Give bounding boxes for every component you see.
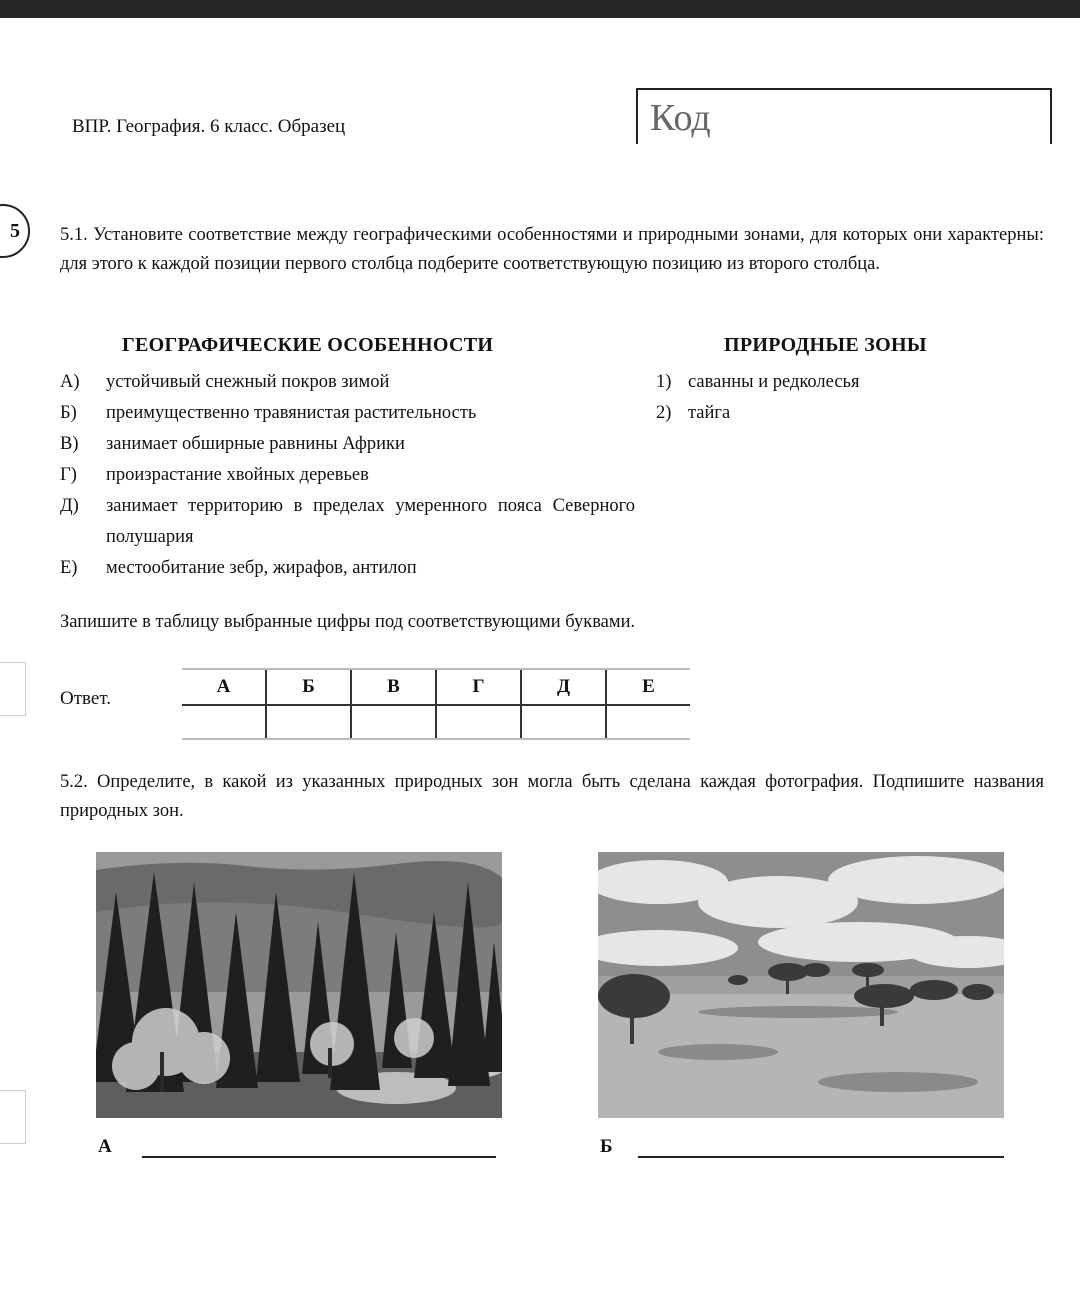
top-bar xyxy=(0,0,1080,18)
zone-number: 1) xyxy=(656,372,672,392)
feature-item xyxy=(60,460,635,491)
answer-instruction: Запишите в таблицу выбранные цифры под соответствующими буквами. xyxy=(60,612,636,632)
photo-b-caption: Б xyxy=(600,1136,613,1157)
feature-letter: Е) xyxy=(60,558,78,578)
answer-header-cell: А xyxy=(182,669,266,705)
photo-a-caption: А xyxy=(98,1136,112,1157)
photo-savanna xyxy=(598,852,1004,1118)
answer-table xyxy=(182,668,690,740)
photo-taiga xyxy=(96,852,502,1118)
feature-text: занимает обширные равнины Африки xyxy=(106,434,405,454)
code-box[interactable] xyxy=(636,88,1052,144)
answer-input-cell[interactable] xyxy=(182,705,266,739)
zone-text: тайга xyxy=(688,403,731,423)
feature-letter: А) xyxy=(60,372,80,392)
feature-item xyxy=(60,429,635,460)
answer-input-cell[interactable] xyxy=(436,705,521,739)
photo-b-answer-line[interactable] xyxy=(638,1156,1004,1158)
photo-a-answer-line[interactable] xyxy=(142,1156,496,1158)
answer-header-cell: Д xyxy=(521,669,606,705)
feature-letter: Г) xyxy=(60,465,77,485)
zone-item xyxy=(656,398,859,429)
answer-input-cell[interactable] xyxy=(266,705,351,739)
answer-input-cell[interactable] xyxy=(606,705,690,739)
feature-item xyxy=(60,553,635,584)
answer-header-cell: Б xyxy=(266,669,351,705)
features-heading: ГЕОГРАФИЧЕСКИЕ ОСОБЕННОСТИ xyxy=(122,334,494,356)
task-number-badge: 5 xyxy=(0,204,30,258)
feature-letter: Д) xyxy=(60,496,79,516)
margin-score-box xyxy=(0,1090,26,1144)
answer-header-cell: Е xyxy=(606,669,690,705)
feature-item xyxy=(60,367,635,398)
feature-letter: В) xyxy=(60,434,79,454)
feature-item xyxy=(60,398,635,429)
answer-input-cell[interactable] xyxy=(351,705,436,739)
feature-text: местообитание зебр, жирафов, антилоп xyxy=(106,558,417,578)
answer-header-cell: В xyxy=(351,669,436,705)
feature-text: устойчивый снежный покров зимой xyxy=(106,372,390,392)
code-label: Код xyxy=(650,97,711,139)
task-5-1-text: 5.1. Установите соответствие между географическими особенностями и природными зонами, для которых они характерны: для этого к каждой позиции первого столбца подберите соответствующую позицию из второго столбца. xyxy=(60,225,1044,274)
zone-text: саванны и редколесья xyxy=(688,372,860,392)
margin-score-box xyxy=(0,662,26,716)
feature-letter: Б) xyxy=(60,403,77,423)
answer-input-cell[interactable] xyxy=(521,705,606,739)
features-list xyxy=(60,367,635,584)
feature-item xyxy=(60,491,635,553)
feature-text: занимает территорию в пределах умеренного пояса Северного полушария xyxy=(106,496,635,547)
feature-text: произрастание хвойных деревьев xyxy=(106,465,369,485)
zone-item xyxy=(656,367,859,398)
zones-list xyxy=(656,367,859,429)
answer-label: Ответ. xyxy=(60,688,111,709)
task-5-2-text: 5.2. Определите, в какой из указанных природных зон могла быть сделана каждая фотография. Подпишите названия природных зон. xyxy=(60,772,1044,821)
feature-text: преимущественно травянистая растительность xyxy=(106,403,477,423)
answer-header-cell: Г xyxy=(436,669,521,705)
zone-number: 2) xyxy=(656,403,672,423)
zones-heading: ПРИРОДНЫЕ ЗОНЫ xyxy=(724,334,927,356)
page-header-title: ВПР. География. 6 класс. Образец xyxy=(72,116,346,137)
